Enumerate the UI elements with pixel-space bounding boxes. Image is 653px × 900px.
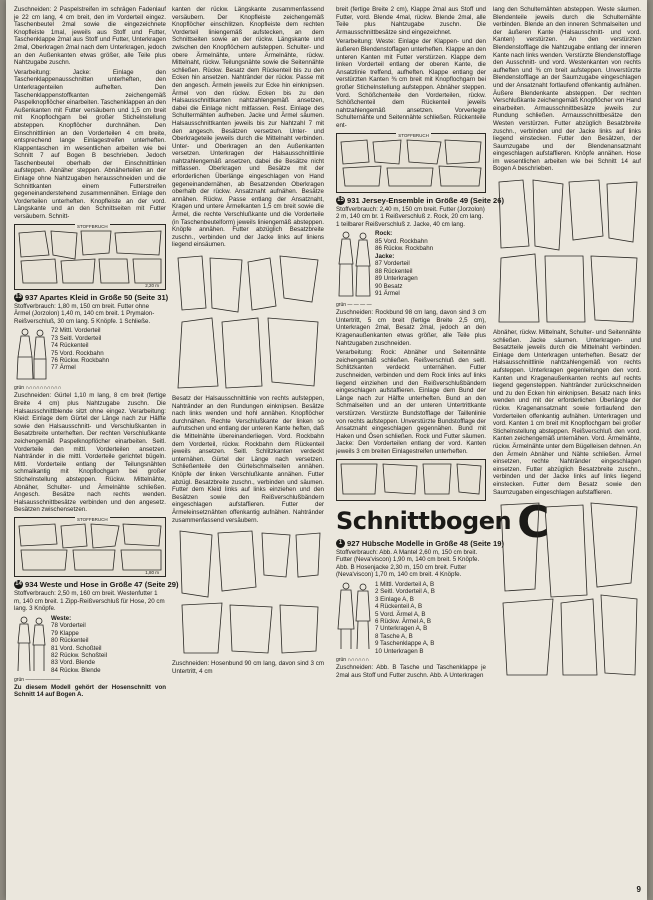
pattern-shapes <box>493 176 641 326</box>
fold-label: STOFFBRUCH <box>398 132 429 138</box>
list-item: 86 Rückw. Rockbahn <box>375 245 434 253</box>
list-item: 91 Ärmel <box>375 289 400 297</box>
text-paragraph: Abnäher, rückw. Mittelnaht, Schulter- und Seitennähte schließen. Jacke säumen. Unterkragen- und Besatzteile jeweils durch die Mittelnaht verbinden. Einlage dem Unterkragen unterheften. Besatz der Halsausschnittlinie nahtzahlengemäß von rechts aufsteppen. Unterkragen gegenleitungen den vord. Kanten und Kragenaußenkanten rechts auf rechts liegend gegensteppen. Nahtränder zurückschneiden und zu den Ecken hin einknipsen. Besatz nach links wenden und mit der erforderlichen Überlänge der rückw. Kragenansatznaht sowie fortlaufend den Vorderteilen offenkantig aufnähen. Unterkragen und vord. Kanten 1 cm breit mit Knopflochgarn bei großer Stichelnstellung absteppen. Reißverschluß den vord. Kanten zeichengemäß unternähen. Vord. Ärmelnähte, rückw. Ärmelnähte unter dem Bügelleisen dehnen. An den Ärmeln Abnäher und Nähte schließen. Ärmel einsetzen, rechte Nahtränder eingeschlagen einsetzen. Futter abzüglich Besatzbreite zuschn., verbinden und der Jacke links auf links liegend einstecken. Futter dem Besatz sowie den Saumzugaben eingeschlagen aufstaffieren. <box>493 329 641 496</box>
cutting-layout-drawing <box>337 134 485 190</box>
list-item: 75 Vord. Rockbahn <box>51 349 104 357</box>
text-paragraph: Verarbeitung: Jacke: Einlage den Taschenklappenausschnitten unterheften, den Unterkragenteilen aufheften. Den Taschenklappenstoffkanten zeichengemäß Paspelknopflöcher einarbeiten. Taschenklappen an den Außenkanten mit Futter versäubern und 1,5 cm breit mit Knopflochgarn bei großer Stichelnstellung absteppen. Knopflöcher durchnähen. Den Einschnittlinien an den Vorderteilen 4 cm breite, entsprechend lange Einlagestreifen unterheften. Klappentaschen im wesentlichen arbeiten wie bei Schnitt 7 auf Bogen B beschrieben. Jedoch Taschenbeutel oberhalb der Einschnittlinien aufsteppen. Abnäher steppen. Abnäherteilen an der Einlage ohne Nahtzugaben herausschneiden und die Schnittkanten einem Futterstreifen gegeneinanderstehend zusammennähen. Einlage den Vorderteilen unterheften. Knopfleiste an der vord. Längskante und an den Schnittseiten mit Futter versäubern. Schnitt- <box>14 68 166 221</box>
fabric-requirements: Stoffverbrauch: Abb. A Mantel 2,60 m, 150 cm breit. Futter (Neva'viscon) 1,90 m, 140 cm breit. 5 Knöpfe. Abb. B Hosenjacke 2,30 m, 150 cm breit. Futter (Neva'viscon) 1,70 m, 140 cm breit. 4 Knöpfe. <box>336 548 480 579</box>
pattern-shapes <box>172 252 324 392</box>
text-paragraph: kanten der rückw. Längskante zusammenfassend versäubern. Der Knopfleiste zeichengemäß Knopflöcher einschlitzen. Knopfleiste dem rechten Vorderteil liniengemäß aufstecken, an dem Schnittseiten sowie an der rückw. Längskante und zwischen den Knopflöchern aufsteppen. Schulter- und obere Ärmelnähte, untere Ärmelnähte, rückw. Mittelnaht, rückw. Teilungsnähte sowie die Seitennähte schließen. Rückw. Besatz dem Rückenteil bis zu den Ecken hin ansetzen. Nahtränder der rückw. Passe mit den angesch. Ärmeln jeweils zur Ecke hin einknipsen. Ärmel von den rückw. Ecken bis zu den Halsausschnittkanten nahtzahlengemäß ansetzen, dabei die Einlage nicht mitfassen. Rest. Einlage des Schultermähten aufheben. Jacke und Ärmel säumen. Halsausschnittkanten jeweils bis zur Nahtzahl 7 mit den angesch. Besätzen versetzen. Unter- und Oberkrageteile jeweils durch die Mittelnaht verbinden. Unter- und Oberkragen an den Außenkanten versetzen. Unterkragen der Halsausschnittlinie nahtzahlengemäß ansetzen, dabei die Besätze nicht mitfassen. Oberkragen und Besätze mit der erforderlichen Überlänge eingeschlagen von Hand gegeneinandernähen, ab Besatzenden Oberkragen oberhalb der rückw. Ansatznaht aufnähen. Besätze annähen. Rückw. Passe entlang der Ansatznaht, Kragen und untere Ärmelkanten 1,5 cm breit sowie die Ärmel, die rechte Verschlußkante und die Vorderteile (in Taschenbeutelform) jeweils liniengemäß absteppen. Knöpfe annähen. Futter abzüglich Besatzbreite zuschn., verbinden und der Jacke links auf liniens liegend einsäumen. <box>172 6 324 249</box>
list-item: 74 Rückenteil <box>51 342 89 350</box>
list-item: 10 Unterkragen B <box>375 647 424 655</box>
color-code: grün ∩∩∩∩∩∩ <box>336 657 369 663</box>
pattern-pieces-list <box>375 260 433 297</box>
section-number: 15 <box>337 196 344 203</box>
list-item: 2 Seitl. Vorderteil A, B <box>375 588 435 596</box>
list-item: 88 Rückenteil <box>375 267 413 275</box>
fabric-requirements: Stoffverbrauch: 2,40 m, 150 cm breit. Futter (Jorzolon) 2 m, 140 cm br. 1 Reißverschluß z. Rock, 20 cm lang. 1 teilbarer Reißverschluß z. Jacke, 40 cm lang. <box>336 205 485 228</box>
cutting-layout-drawing <box>337 460 485 498</box>
text-paragraph: Zuschneiden: 2 Paspelstreifen im schrägen Fadenlauf je 22 cm lang, 4 cm breit, den im Vorderteil eingez. Taschenbeutel 2mal sowie die eingezeichnete Knopfleiste 1mal, jeweils aus Stoff und Futter, Taschenklappe 2mal aus Stoff und Futter, Unterkragen 2mal, Oberkragen 2mal nach dem Unterkragen, jedoch an den Außenkanten etwas größer, alle Teile plus Nahtzugabe zuschn. <box>14 6 166 67</box>
text-paragraph: Zuschneiden: Rockbund 98 cm lang, davon sind 3 cm Untertritt, 5 cm breit (fertige Breite 2,5 cm), Unterkragen 2mal, Besatz 2mal, jedoch an den Kragenaußenkanten etwas größer, alle Teile plus Nahtzugaben zuschneiden. <box>336 309 486 347</box>
list-item: 1 Mittl. Vorderteil A, B <box>375 580 435 588</box>
pattern-pieces-drawing <box>172 527 324 657</box>
list-item: 81 Vord. Schoßteil <box>51 644 102 652</box>
fabric-requirements: Stoffverbrauch: 1,80 m, 150 cm breit. Futter ohne Ärmel (Jorzolon) 1,40 m, 140 cm breit. 1 Prymalon-Reißverschluß, 30 cm lang. 5 Knöpfe. 1 Schließe. <box>14 302 155 325</box>
text-paragraph: Verarbeitung: Rock: Abnäher und Seitennähte zeichengemäß schließen. Reißverschluß den seitl. Schlitzkanten verdeckt unternähen. Futter zuschneiden, verbinden und dem Rock links auf links liegend einziehen und den Reißverschlußbändern eingeschlagen aufstaffieren. Einlage dem Bund der Länge nach zur Hälfte unterheften. Bund an den Schmalseiten und an der unteren Untertrittkante verstürzen. Verstürzte Bundstofflage der Taillenlinie von rechts aufsteppen. Unverstürzte Bundstofflage der Ansatznaht eingeschlagen gegennähen. Bund mit Haken und Ösen schließen. Rock und Futter säumen. Jacke: Den Vorderteilen entlang der vord. Kanten jeweils 3 cm breiten Einlagestreifen unterheften. <box>336 349 486 455</box>
cutting-layout <box>336 459 486 501</box>
ensemble-sketch-icon <box>336 230 372 300</box>
pattern-shapes <box>493 496 641 679</box>
list-item: 80 Rückenteil <box>51 637 89 645</box>
color-code: grün ——————— <box>14 676 61 683</box>
section-number: 1 <box>336 539 345 548</box>
pattern-sheet-title: Schnittbogen C <box>336 496 549 548</box>
pattern-pieces-drawing <box>493 176 641 326</box>
text-paragraph: lang den Schulternähten absteppen. Weste säumen. Blendenteile jeweils durch die Schulternähte verbinden. Blende an den inneren Schmalseiten und der äußeren Kante (Halsausschnitt- und vord. Kanten) verstürzen. An den verstürzten Blendenstofflage die Nahtzugabe entlang der inneren Kante nach links wenden. Verstürzte Blendenstofflage den Ausschnitt- und vord. Westenkanten von rechts aufheften und ⅜ cm breit aufsteppen. Unverstürzte Blendenstofflage an der Saumzugabe eingeschlagen und der Ansatznaht fortlaufend offenkantig aufnähen. Äußere Blendenkante absteppen. Der rechten Verschlußkante zeichengemäß Knopflöcher von Hand einarbeiten. Armausschnittbesätze jeweils zur Rundung schließen. Armausschnittbesätze den Westen verstürzen. Futter abzüglich Besatzbreite zuschn., verbinden und der Jacke links auf links liegend einstecken. Futter den Besätzen, der Saumzugabe und der Blendenansatznaht eingeschlagen aufstaffieren. Knöpfe annähen. Hose im wesentlichen arbeiten wie bei Schnitt 14 auf Bogen A beschrieben. <box>493 6 641 173</box>
pattern-pieces-list <box>375 238 433 253</box>
list-item: 84 Rückw. Blende <box>51 666 101 674</box>
list-item: 5 Vord. Ärmel A, B <box>375 610 426 618</box>
list-item: 89 Unterkragen <box>375 275 418 283</box>
list-item: 82 Rückw. Schoßteil <box>51 651 108 659</box>
cutting-layout <box>336 133 486 193</box>
text-paragraph: Besatz der Halsausschnittlinie von rechts aufsteppen, Nahtränder an den Rundungen einknipsen. Besätze nach links wenden und hohl annähen. Knopflöcher durchnähen. Rechte Verschlußkante der linken so aufrutschen und entlang der unteren Kante heften, daß die Mittelnähte übereinanderliegen. Vord. Rockbahn dem Vorderteil, rückw. Rockbahn dem Rückenteil jeweils ansetzen. Seitl. Schlitzkanten verdeckt unternähen. Gürtel der Länge nach versetzen. Schließenteile den Gürtelschmalseiten annähen. Knöpfe der linken Verschlußkante annähen. Futter abzügl. Besatzbreite zuschn., verbinden und säumen. Futter dem Kleid links auf links einziehen und den Besätzen sowie den Reißverschlußbändern eingeschlagen aufstaffieren. Futter der Ärmeleinsetznähten offenkantig aufnähen. Nahtränder zusammenfassend versäubern. <box>172 395 324 524</box>
coat-sketch-icon <box>336 581 372 653</box>
list-item: 76 Rückw. Rockbahn <box>51 357 110 365</box>
piece-group-heading: Rock: <box>375 230 393 238</box>
model-row <box>14 327 166 383</box>
pattern-pieces-list <box>51 327 109 371</box>
list-item: 83 Vord. Blende <box>51 659 96 667</box>
list-item: 77 Ärmel <box>51 364 76 372</box>
section-1-heading <box>336 538 504 548</box>
cutting-layout <box>14 224 166 290</box>
list-item: 8 Tasche A, B <box>375 632 413 640</box>
text-paragraph: Verarbeitung: Weste: Einlage der Klappen- und den äußeren Blendenstoffagen unterheften. Klappe an den unteren Kanten mit Futter verstürzen. Klappe dem linken Vorderteil entlang der oberen Kante, die Ansatzlinie treffend, aufheften. Klappe entlang der verstürzten Kanten ⅜ cm breit mit Knopflochgarn bei großer Stichelnstellung aufsteppen. Abnäher steppen. Vord. Schößchenteile den Vorderteilen, rückw. Schößchenteil dem Rückenteil jeweils nahtzahlengemäß ansetzen. Vorverlegte Schulternähte und Seitennähte schließen. Rückenteile ent- <box>336 38 486 129</box>
page <box>6 0 647 900</box>
model-row <box>14 615 166 675</box>
piece-group-heading: Jacke: <box>375 252 395 260</box>
column-2 <box>172 6 324 677</box>
text-paragraph: Zuschneiden: Gürtel 1,10 m lang, 8 cm breit (fertige Breite 4 cm) plus Nahtzugabe zuschn. Die Halsausschnittblende sitzt ohne eingez. Verarbeitung: Kleid: Einlage dem Gürtel der Länge nach zur Hälfte sowie den Halsausschnitt- und Verschlußkanten in Besatzbreite unterheften. Der rechten Verschlußkante zeichengemäß Paspelknopflöcher einarbeiten. Seitl. Vorderteile den mittl. Vorderteilen ansetzen. Nahtränder in die mittl. Vorderteile gerichtet bügeln. Mittl. Vorderteile entlang der Teilungsnähten schmalkantig mit Knopflochgarn bei großer Stichelnstellung absteppen. Rückw. Mittelnähte, Abnäher, Schulter- und Ärmelnähte schließen. Angesch. Besätze nach rechts wenden. Halsausschnittbesätze verbinden und den angesetz. Besätzen zwischensetzen. <box>14 392 166 514</box>
section-number: 13 <box>15 293 22 300</box>
list-item: 73 Seitl. Vorderteil <box>51 334 102 342</box>
cutting-layout-drawing <box>15 225 165 287</box>
column-3 <box>336 6 549 681</box>
color-code: grün — — — — <box>336 302 372 309</box>
pattern-pieces-list <box>375 581 435 655</box>
pattern-shapes <box>172 527 324 657</box>
list-item: 79 Klappe <box>51 629 79 637</box>
section-14-heading <box>14 579 179 589</box>
cutting-layout-drawing <box>15 518 165 574</box>
list-item: 78 Vorderteil <box>51 622 86 630</box>
fold-label: STOFFBRUCH <box>77 516 108 522</box>
list-item: 72 Mittl. Vorderteil <box>51 327 101 335</box>
list-item: 4 Rückenteil A, B <box>375 603 423 611</box>
section-number: 14 <box>15 580 22 587</box>
pattern-pieces-list <box>51 622 107 674</box>
section-title: 937 Apartes Kleid in Größe 50 (Seite 31) <box>25 292 169 302</box>
list-item: 7 Unterkragen A, B <box>375 625 428 633</box>
section-title: 934 Weste und Hose in Größe 47 (Seite 29) <box>25 579 179 589</box>
model-note: Zu diesem Modell gehört der Hosenschnitt von Schnitt 14 auf Bogen A. <box>14 683 166 699</box>
page-number: 9 <box>636 885 641 894</box>
list-item: 6 Rückw. Ärmel A, B <box>375 617 432 625</box>
pattern-pieces-drawing <box>172 252 324 392</box>
fabric-requirements: Stoffverbrauch: 2,50 m, 160 cm breit. Westenfutter 1 m, 140 cm breit. 1 Zipp-Reißverschluß für Hose, 20 cm lang. 3 Knöpfe. <box>14 589 165 613</box>
list-item: 90 Besatz <box>375 282 403 290</box>
model-row <box>336 230 486 300</box>
dress-sketch-icon <box>14 327 48 383</box>
list-item: 85 Vord. Rockbahn <box>375 237 428 245</box>
vest-sketch-icon <box>14 615 48 675</box>
model-row <box>336 581 486 655</box>
fabric-width: 1,80 m <box>145 569 159 575</box>
list-item: 9 Taschenklappe A, B <box>375 640 435 648</box>
section-title: 927 Hübsche Modelle in Größe 48 (Seite 19) <box>347 538 504 548</box>
section-13-heading <box>14 292 169 302</box>
cutting-layout <box>14 517 166 577</box>
color-code: grün ∩∩∩∩∩∩∩∩∩∩ <box>14 385 62 392</box>
column-1 <box>14 6 179 701</box>
section-title: 931 Jersey-Ensemble in Größe 49 (Seite 26) <box>347 195 505 205</box>
piece-group-heading: Weste: <box>51 614 72 622</box>
section-15-heading <box>336 195 505 205</box>
column-4 <box>493 6 641 682</box>
text-paragraph: Zuschneiden: Abb. B Tasche und Taschenklappe je 2mal aus Stoff und Futter zuschn. Abb. A Unterkragen <box>336 664 486 679</box>
pattern-pieces-drawing <box>493 496 641 679</box>
fabric-width: 2,20 m <box>145 282 159 288</box>
pattern-sheet-letter: C <box>517 496 549 548</box>
list-item: 3 Einlage A, B <box>375 595 414 603</box>
fold-label: STOFFBRUCH <box>77 223 108 229</box>
text-paragraph: Zuschneiden: Hosenbund 90 cm lang, davon sind 3 cm Untertritt, 4 cm <box>172 660 324 675</box>
list-item: 87 Vorderteil <box>375 260 410 268</box>
text-paragraph: breit (fertige Breite 2 cm), Klappe 2mal aus Stoff und Futter, vord. Blende 4mal, rückw. Blende 2mal, alle Teile plus Nahtzugabe zuschn. Die Armausschnittbesätze sind eingezeichnet. <box>336 6 486 36</box>
